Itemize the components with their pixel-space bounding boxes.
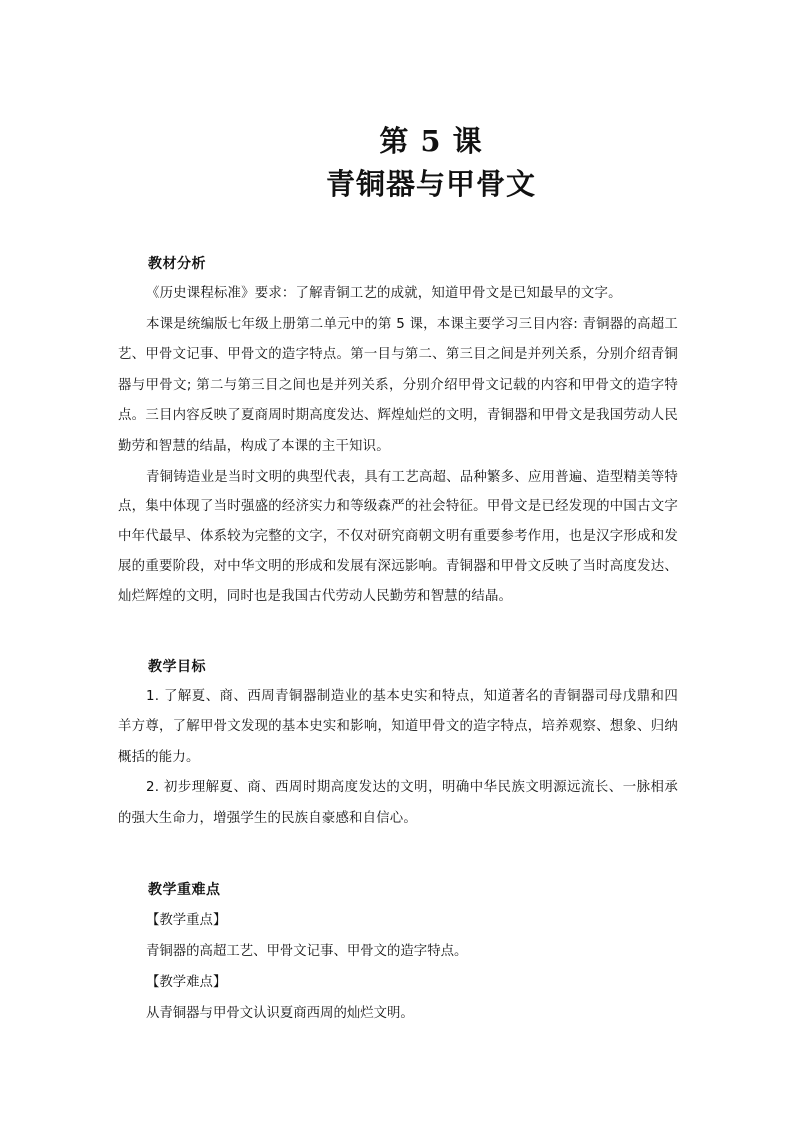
section-heading: 教材分析: [148, 256, 206, 272]
lesson-title-block: [0, 120, 794, 206]
lesson-number-title: 第 5 课: [379, 124, 483, 158]
paragraph: 《历史课程标准》要求：了解青铜工艺的成就，知道甲骨文是已知最早的文字。: [146, 286, 622, 301]
section-teaching-objectives: [118, 652, 678, 835]
section-key-difficult-points: [118, 875, 678, 1029]
paragraph: 本课是统编版七年级上册第二单元中的第 5 课，本课主要学习三目内容: 青铜器的高超工艺、甲骨文记事、甲骨文的造字特点。第一目与第二、第三目之间是并列关系，分别介绍青铜器与甲骨文; 第二与第三目之间也是并列关系，分别介绍甲骨文记载的内容和甲骨文的造字特点。三目内容反映了夏商周时期高度发达、辉煌灿烂的文明，青铜器和甲骨文是我国劳动人民勤劳和智慧的结晶，构成了本课的主干知识。: [118, 316, 678, 454]
objective-item: 2. 初步理解夏、商、西周时期高度发达的文明，明确中华民族文明源远流长、一脉相承的强大生命力，增强学生的民族自豪感和自信心。: [118, 780, 678, 826]
section-textbook-analysis: [118, 249, 678, 612]
paragraph: 青铜铸造业是当时文明的典型代表，具有工艺高超、品种繁多、应用普遍、造型精美等特点，集中体现了当时强盛的经济实力和等级森严的社会特征。甲骨文是已经发现的中国古文字中年代最早、体系较为完整的文字，不仅对研究商朝文明有重要参考作用，也是汉字形成和发展的重要阶段，对中华文明的形成和发展有深远影响。青铜器和甲骨文反映了当时高度发达、灿烂辉煌的文明，同时也是我国古代劳动人民勤劳和智慧的结晶。: [118, 469, 678, 604]
document-body: [118, 249, 678, 1069]
difficult-point-label: 【教学难点】: [146, 974, 227, 990]
lesson-title: 青铜器与甲骨文: [325, 167, 536, 201]
section-heading: 教学目标: [148, 658, 206, 675]
key-point-text: 青铜器的高超工艺、甲骨文记事、甲骨文的造字特点。: [146, 943, 468, 959]
objective-item: 1. 了解夏、商、西周青铜器制造业的基本史实和特点，知道著名的青铜器司母戊鼎和四羊方尊，了解甲骨文发现的基本史实和影响，知道甲骨文的造字特点，培养观察、想象、归纳概括的能力。: [118, 688, 678, 765]
difficult-point-text: 从青铜器与甲骨文认识夏商西周的灿烂文明。: [146, 1005, 414, 1021]
key-point-label: 【教学重点】: [146, 912, 227, 928]
section-heading: 教学重难点: [148, 881, 221, 898]
